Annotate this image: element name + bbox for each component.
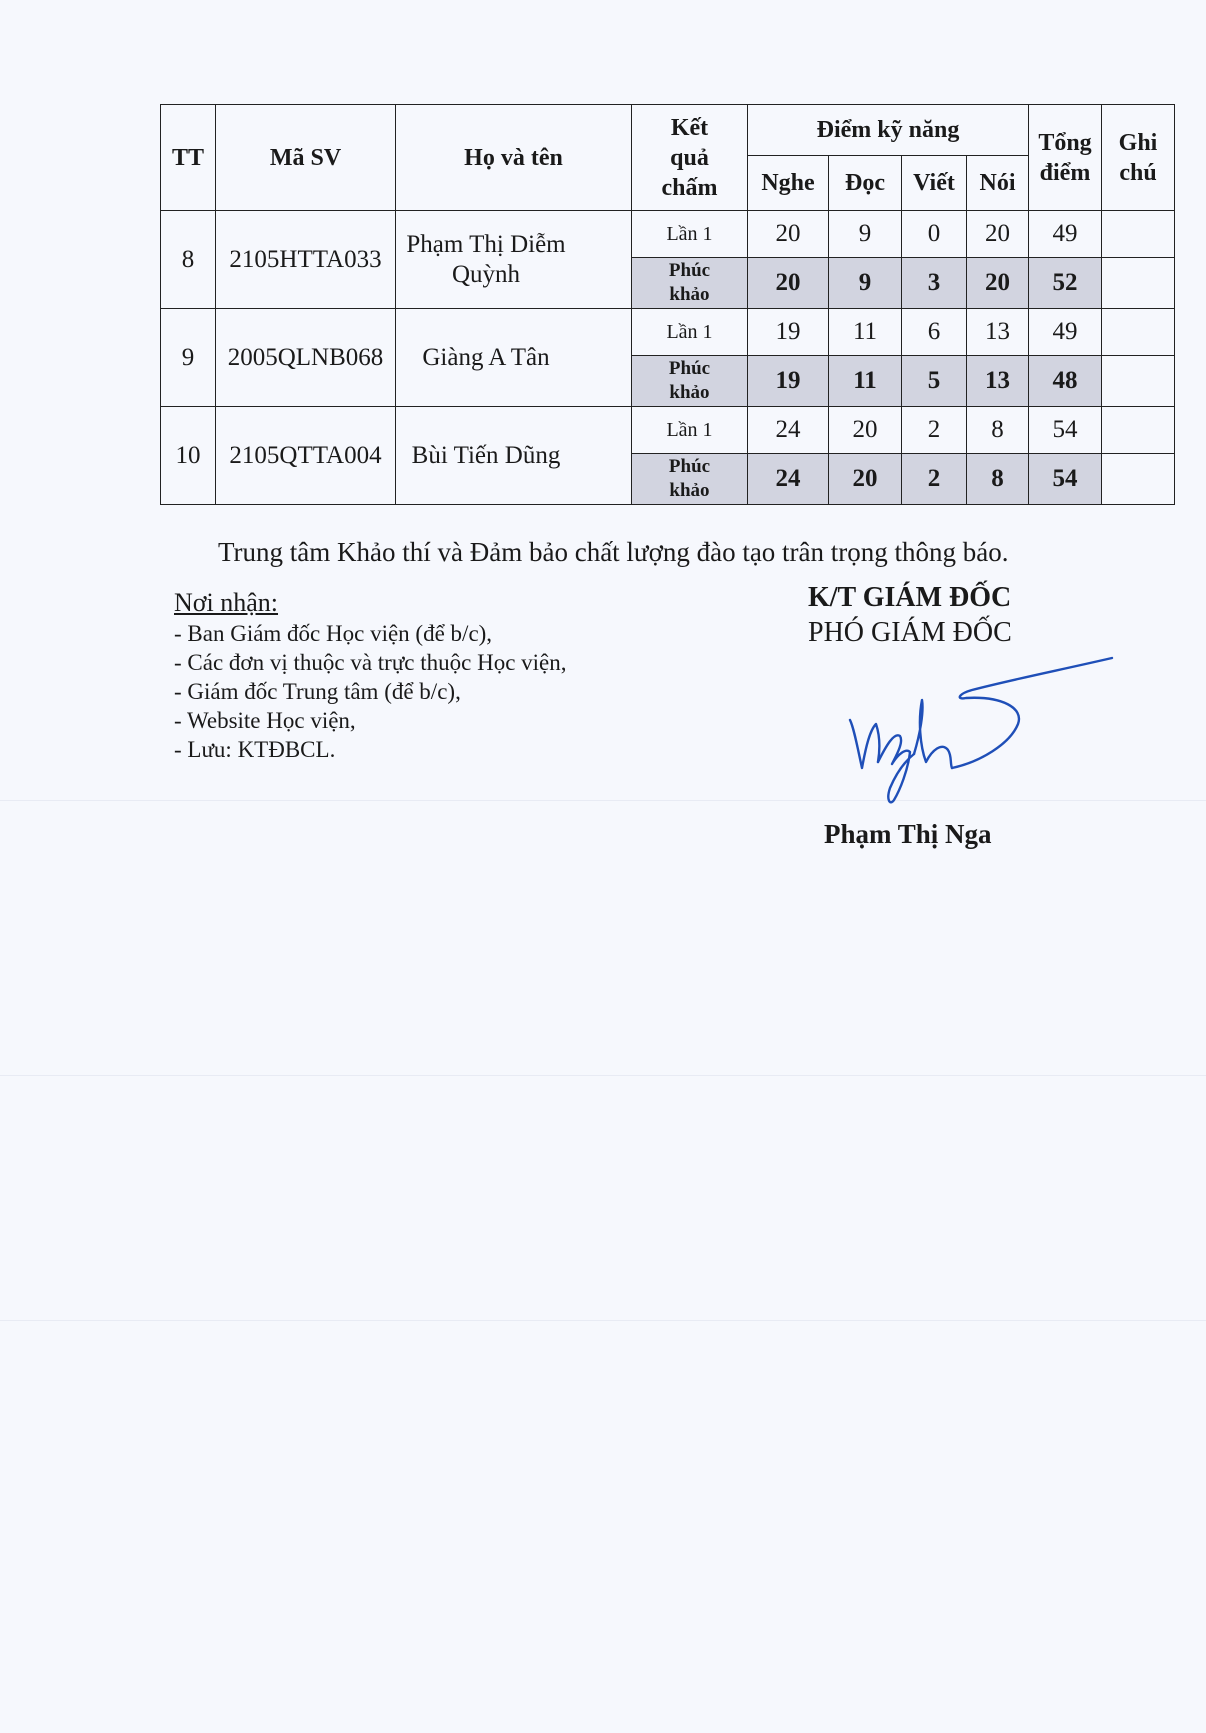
cell-writing: 0 — [902, 211, 967, 258]
cell-first-label: Lần 1 — [632, 407, 748, 454]
cell-student-id: 2105HTTA033 — [216, 211, 396, 309]
signature-title: K/T GIÁM ĐỐC — [808, 582, 1012, 613]
cell-reading: 11 — [829, 309, 902, 356]
cell-reading: 20 — [829, 454, 902, 505]
recipient-item: - Lưu: KTĐBCL. — [174, 737, 336, 762]
cell-speaking: 13 — [967, 356, 1029, 407]
signature-subtitle: PHÓ GIÁM ĐỐC — [808, 617, 1012, 648]
header-writing: Viết — [902, 156, 967, 211]
cell-tt: 8 — [161, 211, 216, 309]
header-note: Ghi chú — [1102, 105, 1175, 211]
cell-writing: 5 — [902, 356, 967, 407]
header-result: Kết quả chấm — [632, 105, 748, 211]
cell-review-label: Phúc khảo — [632, 454, 748, 505]
header-speaking: Nói — [967, 156, 1029, 211]
cell-writing: 2 — [902, 407, 967, 454]
cell-review-label: Phúc khảo — [632, 258, 748, 309]
table-row — [161, 407, 1175, 454]
cell-note — [1102, 407, 1175, 454]
recipient-item: - Giám đốc Trung tâm (để b/c), — [174, 679, 461, 704]
cell-speaking: 20 — [967, 211, 1029, 258]
cell-review-label: Phúc khảo — [632, 356, 748, 407]
cell-writing: 6 — [902, 309, 967, 356]
cell-listening: 20 — [748, 258, 829, 309]
cell-speaking: 20 — [967, 258, 1029, 309]
header-reading: Đọc — [829, 156, 902, 211]
cell-speaking: 13 — [967, 309, 1029, 356]
cell-listening: 24 — [748, 454, 829, 505]
header-total: Tổng điểm — [1029, 105, 1102, 211]
recipient-item: - Các đơn vị thuộc và trực thuộc Học viện, — [174, 650, 567, 675]
cell-name: Bùi Tiến Dũng — [396, 407, 632, 505]
recipients-heading: Nơi nhận: — [174, 588, 279, 617]
cell-speaking: 8 — [967, 454, 1029, 505]
cell-note — [1102, 258, 1175, 309]
cell-total: 48 — [1029, 356, 1102, 407]
header-full-name: Họ và tên — [396, 105, 632, 211]
cell-reading: 20 — [829, 407, 902, 454]
cell-reading: 9 — [829, 211, 902, 258]
recipient-item: - Ban Giám đốc Học viện (để b/c), — [174, 621, 493, 646]
table-row — [161, 211, 1175, 258]
page-fold-line — [0, 1320, 1206, 1321]
closing-statement: Trung tâm Khảo thí và Đảm bảo chất lượng đào tạo trân trọng thông báo. — [218, 537, 1009, 567]
cell-tt: 9 — [161, 309, 216, 407]
cell-tt: 10 — [161, 407, 216, 505]
cell-name: Phạm Thị Diễm Quỳnh — [396, 211, 632, 309]
cell-first-label: Lần 1 — [632, 211, 748, 258]
cell-listening: 19 — [748, 356, 829, 407]
cell-student-id: 2005QLNB068 — [216, 309, 396, 407]
header-listening: Nghe — [748, 156, 829, 211]
cell-reading: 9 — [829, 258, 902, 309]
recipient-item: - Website Học viện, — [174, 708, 356, 733]
cell-total: 49 — [1029, 309, 1102, 356]
score-table — [160, 104, 1175, 505]
cell-note — [1102, 454, 1175, 505]
cell-total: 52 — [1029, 258, 1102, 309]
cell-first-label: Lần 1 — [632, 309, 748, 356]
cell-name: Giàng A Tân — [396, 309, 632, 407]
cell-student-id: 2105QTTA004 — [216, 407, 396, 505]
recipients-block — [174, 588, 567, 764]
header-skill-scores: Điểm kỹ năng — [748, 105, 1029, 156]
header-student-id: Mã SV — [216, 105, 396, 211]
cell-total: 54 — [1029, 407, 1102, 454]
cell-note — [1102, 211, 1175, 258]
cell-listening: 24 — [748, 407, 829, 454]
header-tt: TT — [161, 105, 216, 211]
handwritten-signature — [840, 650, 1120, 810]
cell-note — [1102, 309, 1175, 356]
page-fold-line — [0, 1075, 1206, 1076]
cell-listening: 20 — [748, 211, 829, 258]
table-header-row — [161, 105, 1175, 156]
table-row — [161, 309, 1175, 356]
signer-name: Phạm Thị Nga — [824, 819, 992, 849]
cell-writing: 3 — [902, 258, 967, 309]
cell-listening: 19 — [748, 309, 829, 356]
cell-reading: 11 — [829, 356, 902, 407]
cell-total: 49 — [1029, 211, 1102, 258]
cell-note — [1102, 356, 1175, 407]
cell-total: 54 — [1029, 454, 1102, 505]
cell-speaking: 8 — [967, 407, 1029, 454]
cell-writing: 2 — [902, 454, 967, 505]
